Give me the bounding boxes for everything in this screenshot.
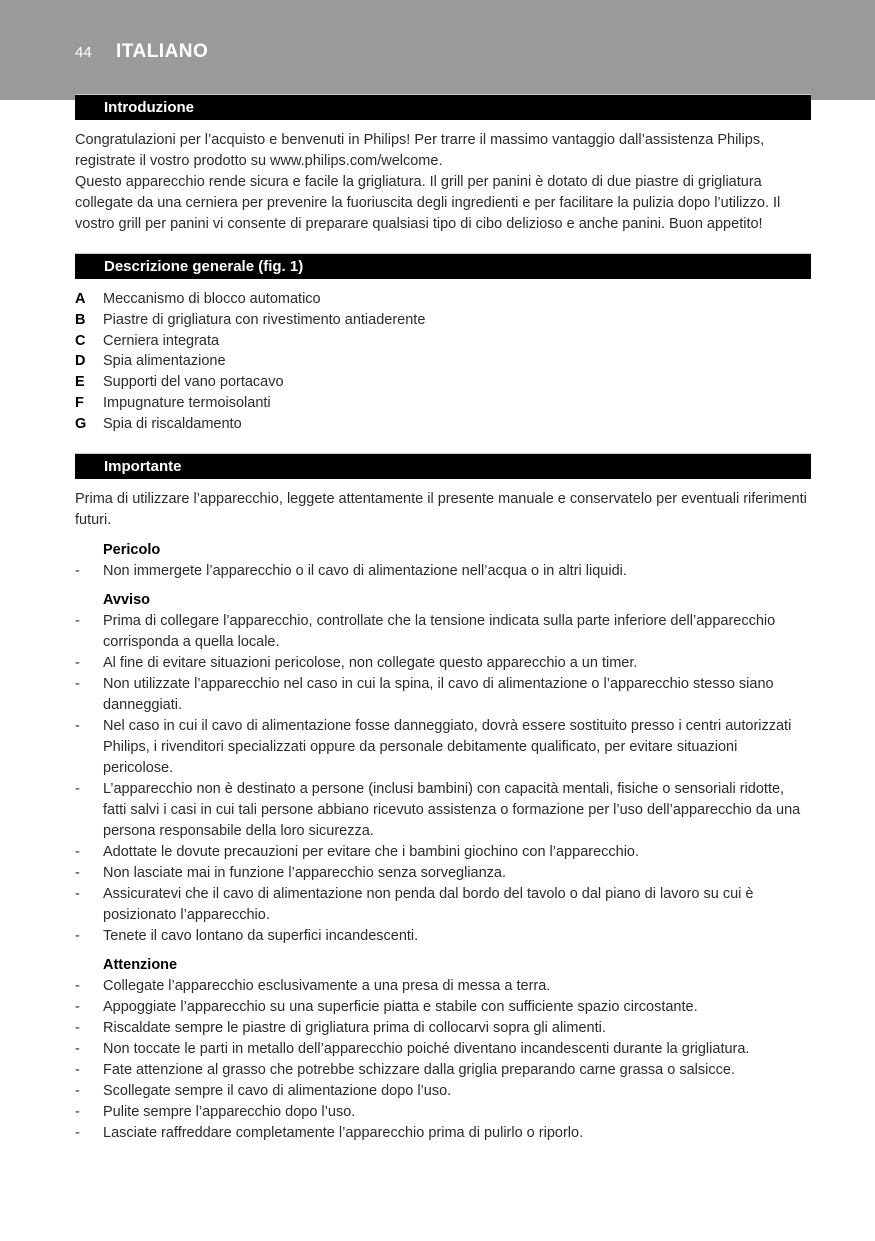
- list-item: [75, 1039, 811, 1060]
- item-text: Al fine di evitare situazioni pericolose, non collegate questo apparecchio a un timer.: [103, 654, 638, 671]
- bullet-dash: -: [75, 864, 80, 881]
- list-item: [75, 351, 811, 372]
- list-item: [75, 842, 811, 863]
- bullet-dash: -: [75, 843, 80, 860]
- bullet-dash: -: [75, 612, 80, 629]
- list-item: [75, 611, 811, 653]
- list-item: [75, 1081, 811, 1102]
- list-item: [75, 674, 811, 716]
- list-item: [75, 1060, 811, 1081]
- bullet-dash: -: [75, 977, 80, 994]
- list-item: [75, 779, 811, 842]
- item-text: Non immergete l’apparecchio o il cavo di alimentazione nell’acqua o in altri liquidi.: [103, 562, 627, 579]
- item-text: Non utilizzate l’apparecchio nel caso in cui la spina, il cavo di alimentazione o l’apparecchio stesso siano danneggiati.: [103, 675, 774, 713]
- danger-heading: Pericolo: [103, 541, 161, 558]
- section-header-intro: Introduzione: [75, 94, 811, 120]
- list-item: [75, 393, 811, 414]
- section-header-important: Importante: [75, 453, 811, 479]
- item-text: Supporti del vano portacavo: [103, 374, 284, 391]
- bullet-dash: -: [75, 1082, 80, 1099]
- item-letter: C: [75, 332, 86, 349]
- page-number: 44: [75, 44, 92, 61]
- item-text: Riscaldate sempre le piastre di grigliatura prima di collocarvi sopra gli alimenti.: [103, 1019, 606, 1036]
- bullet-dash: -: [75, 1103, 80, 1120]
- list-item: [75, 310, 811, 331]
- item-text: Adottate le dovute precauzioni per evitare che i bambini giochino con l’apparecchio.: [103, 843, 640, 860]
- list-item: [75, 289, 811, 310]
- bullet-dash: -: [75, 717, 80, 734]
- list-item: [75, 716, 811, 779]
- item-text: Pulite sempre l’apparecchio dopo l’uso.: [103, 1103, 356, 1120]
- item-letter: A: [75, 291, 86, 307]
- item-text: Impugnature termoisolanti: [103, 394, 271, 411]
- bullet-dash: -: [75, 1061, 80, 1078]
- important-intro: Prima di utilizzare l’apparecchio, leggete attentamente il presente manuale e conservatelo per eventuali riferimenti futuri.: [75, 490, 807, 528]
- warning-heading: Avviso: [103, 591, 151, 608]
- list-item: [75, 926, 811, 947]
- description-list: [75, 289, 811, 435]
- item-letter: B: [75, 311, 86, 328]
- item-text: L’apparecchio non è destinato a persone (inclusi bambini) con capacità mentali, fisiche o sensoriali ridotte, fatti salvi i casi in cui tali persone abbiano ricevuto assistenza o formazione per l’uso dell’apparecchio da una persona responsabile della loro sicurezza.: [103, 780, 801, 839]
- language-title: ITALIANO: [116, 41, 209, 62]
- item-text: Collegate l’apparecchio esclusivamente a una presa di messa a terra.: [103, 977, 551, 994]
- bullet-dash: -: [75, 562, 80, 579]
- list-item: [75, 1102, 811, 1123]
- item-text: Cerniera integrata: [103, 332, 220, 349]
- item-letter: F: [75, 394, 84, 411]
- item-text: Non toccate le parti in metallo dell’apparecchio poiché diventano incandescenti durante la grigliatura.: [103, 1040, 750, 1057]
- item-text: Scollegate sempre il cavo di alimentazione dopo l’uso.: [103, 1082, 452, 1099]
- list-item: [75, 561, 811, 582]
- item-text: Appoggiate l’apparecchio su una superficie piatta e stabile con sufficiente spazio circostante.: [103, 998, 698, 1015]
- list-item: [75, 1018, 811, 1039]
- list-item: [75, 1123, 811, 1144]
- bullet-dash: -: [75, 1040, 80, 1057]
- list-item: [75, 884, 811, 926]
- item-text: Spia di riscaldamento: [103, 415, 242, 432]
- item-text: Prima di collegare l’apparecchio, controllate che la tensione indicata sulla parte inferiore dell’apparecchio corrisponda a quella locale.: [103, 612, 776, 650]
- bullet-dash: -: [75, 927, 80, 944]
- page-header-bar: [0, 0, 875, 100]
- bullet-dash: -: [75, 885, 80, 902]
- item-text: Fate attenzione al grasso che potrebbe schizzare dalla griglia preparando carne grassa o salsicce.: [103, 1061, 735, 1078]
- section-header-description: Descrizione generale (fig. 1): [75, 253, 811, 279]
- item-text: Meccanismo di blocco automatico: [103, 291, 321, 307]
- item-text: Assicuratevi che il cavo di alimentazione non penda dal bordo del tavolo o dal piano di lavoro su cui è posizionato l’apparecchio.: [103, 885, 754, 923]
- item-letter: G: [75, 415, 87, 432]
- list-item: [75, 976, 811, 997]
- list-item: [75, 331, 811, 352]
- item-letter: D: [75, 353, 86, 370]
- item-text: Tenete il cavo lontano da superfici incandescenti.: [103, 927, 419, 944]
- bullet-dash: -: [75, 1124, 80, 1141]
- list-item: [75, 997, 811, 1018]
- bullet-dash: -: [75, 998, 80, 1015]
- item-letter: E: [75, 374, 85, 391]
- item-text: Piastre di grigliatura con rivestimento antiaderente: [103, 311, 426, 328]
- bullet-dash: -: [75, 675, 80, 692]
- bullet-dash: -: [75, 1019, 80, 1036]
- intro-paragraph-1: Congratulazioni per l’acquisto e benvenuti in Philips! Per trarre il massimo vantaggio dall’assistenza Philips, registrate il vostro prodotto su www.philips.com/welcome.: [75, 132, 765, 169]
- item-text: Spia alimentazione: [103, 353, 226, 370]
- list-item: [75, 863, 811, 884]
- list-item: [75, 372, 811, 393]
- list-item: [75, 414, 811, 435]
- item-text: Nel caso in cui il cavo di alimentazione fosse danneggiato, dovrà essere sostituito presso i centri autorizzati Philips, i rivenditori specializzati oppure da personale debitamente qualificato, per evitare situazioni pericolose.: [103, 717, 792, 776]
- list-item: [75, 653, 811, 674]
- bullet-dash: -: [75, 654, 80, 671]
- caution-heading: Attenzione: [103, 956, 178, 973]
- item-text: Lasciate raffreddare completamente l’apparecchio prima di pulirlo o riporlo.: [103, 1124, 584, 1141]
- bullet-dash: -: [75, 780, 80, 797]
- intro-paragraph-2: Questo apparecchio rende sicura e facile la grigliatura. Il grill per panini è dotato di due piastre di grigliatura collegate da una cerniera per prevenire la fuoriuscita degli ingredienti e per facilitare la pulizia dopo l’utilizzo. Il vostro grill per panini vi consente di preparare qualsiasi tipo di cibo delizioso e anche panini. Buon appetito!: [75, 174, 781, 232]
- page-content: [75, 94, 811, 1144]
- item-text: Non lasciate mai in funzione l’apparecchio senza sorveglianza.: [103, 864, 507, 881]
